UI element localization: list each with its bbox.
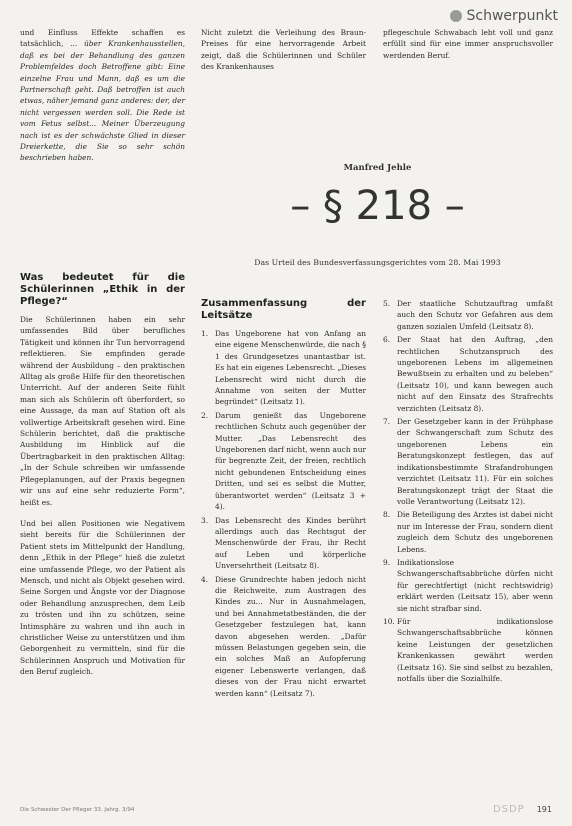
- list-item: 10. Für indikationslose Schwangerschaftsabbrüche können keine Leistungen der gesetzlichen Krankenkassen gewährt werden (Leitsatz 16). Sie sind selbst zu bezahlen, notfalls über die Sozialhilfe.: [383, 616, 553, 683]
- article-title: – § 218 –: [290, 183, 465, 229]
- article-subtitle: Das Urteil des Bundesverfassungsgerichtes vom 28. Mai 1993: [254, 258, 501, 267]
- list-item: 1. Das Ungeborene hat von Anfang an eine eigene Menschenwürde, die nach § 1 des Grundgesetzes unantastbar ist. Es hat ein eigenes Lebensrecht. „Dieses Lebensrecht wird nicht durch die Annahme von seiten der Mutter begründet“ (Leitsatz 1).: [201, 329, 366, 407]
- col1-heading: Was bedeutet für die Schülerinnen „Ethik in der Pflege?“: [20, 272, 185, 307]
- list-item: 9. Indikationslose Schwangerschaftsabbrüche dürfen nicht für gerechtfertigt (nicht rechtswidrig) erklärt werden (Leitsatz 15), aber wenn sie nicht strafbar sind.: [383, 557, 553, 613]
- list-item: 2. Darum genießt das Ungeborene rechtlichen Schutz auch gegenüber der Mutter. „Das Lebensrecht des Ungeborenen darf nicht, wenn auch nur für begrenzte Zeit, der freien, rechtlich nicht gebundenen Entscheidung eines Dritten, und sei es selbst die Mutter, überantwortet werden“ (Leitsatz 3 + 4).: [201, 410, 366, 512]
- list-item: 4. Diese Grundrechte haben jedoch nicht die Reichweite, zum Austragen des Kindes zu... Nur in Ausnahmelagen, und bei Annahmetatbeständen, die der Gesetzgeber festzulegen hat, kann davon abgesehen werden. „Dafür müssen Belastungen gegeben sein, die ein solches Maß an Aufopferung eigener Lebenswerte verlangen, daß dieses von der Frau nicht erwartet werden kann“ (Leitsatz 7).: [201, 574, 366, 698]
- section-label-text: Schwerpunkt: [466, 8, 558, 24]
- col3-top-text: pflegeschule Schwabach lebt voll und ganz erfüllt sind für eine immer anspruchsvoller werdenden Beruf.: [383, 28, 553, 60]
- column-1-lower: [20, 272, 185, 684]
- page-number: 191: [536, 805, 552, 814]
- section-bullet-icon: [450, 10, 462, 22]
- col1-paragraph-2: Und bei allen Positionen wie Negativem sieht bereits für die Schülerinnen der Patient stets im Mittelpunkt der Handlung, denn „Ethik in der Pflege“ hieß die zuletzt eine umfassende Pflege, wo der Patient als Mensch, und nicht als Objekt gesehen wird. Seine Sorgen und Ängste vor der Diagnose oder Behandlung anzusprechen, dem Leib zu trösten und ihn zu schützen, seine Intimsphäre zu wahren und ihn auch in christlicher Weise zu unterstützen und ihm Geborgenheit zu vermitteln, sind für die Schülerinnen Anspruch und Motivation für den Beruf zugleich.: [20, 518, 186, 677]
- col1-intro: [20, 27, 185, 164]
- list-item: 3. Das Lebensrecht des Kindes berührt allerdings auch das Rechtsgut der Menschenwürde der Frau, ihr Recht auf Leben und körperliche Unversehrtheit (Leitsatz 8).: [201, 515, 366, 571]
- author-name: Manfred Jehle: [343, 163, 412, 173]
- list-item: 6. Der Staat hat den Auftrag, „den rechtlichen Schutzanspruch des ungeborenen Lebens im allgemeinen Bewußtsein zu erhalten und zu beleben“ (Leitsatz 10), und kann bewegen auch nicht auf den Einsatz des Strafrechts verzichten (Leitsatz 8).: [383, 335, 553, 413]
- journal-logo: DSDP: [492, 804, 525, 815]
- column-2-lower: [201, 298, 366, 701]
- list-item: 7. Der Gesetzgeber kann in der Frühphase der Schwangerschaft zum Schutz des ungeborenen Lebens ein Beratungskonzept festlegen, das auf indikationsbestimmte Strafandrohungen verzichtet (Leitsatz 11). Für ein solches Beratungskonzept trägt der Staat die volle Verantwortung (Leitsatz 12).: [383, 417, 553, 506]
- section-label: [450, 8, 558, 24]
- col1-intro-italic: über Krankenhausstellen, daß es bei der Behandlung des ganzen Problemfeldes doch Betroffene gibt: Eine einzelne Frau und Mann, daß es um die Partnerschaft geht. Daß betroffen ist auch etwas, näher jemand ganz anderes: der, der nicht vergessen werden soll. Die Rede ist vom Fetus selbst... Meiner Überzeugung nach ist es der schwächste Glied in dieser Dreierkette, die Sie so sehr schön beschrieben haben.: [20, 39, 185, 163]
- column-1: [20, 27, 185, 170]
- leitsaetze-list-2: [383, 298, 553, 684]
- col2-top-text: Nicht zuletzt die Verleihung des Braun-Preises für eine hervorragende Arbeit zeigt, daß die Schülerinnen und Schüler des Krankenhauses: [201, 28, 366, 72]
- column-3-top: [383, 27, 553, 67]
- column-2-top: [201, 27, 366, 79]
- col2-heading: Zusammenfassung der Leitsätze: [201, 298, 366, 321]
- column-3-lower: [383, 298, 553, 686]
- footer-journal: Die Schwester Der Pfleger 33. Jahrg. 3/94: [20, 807, 135, 813]
- leitsaetze-list-1: [201, 328, 366, 699]
- list-item: 8. Die Beteiligung des Arztes ist dabei nicht nur im Interesse der Frau, sondern dient zugleich dem Schutz des ungeborenen Lebens.: [383, 510, 553, 554]
- col1-intro-normal: und Einfluss Effekte schaffen es tatsächlich, ...: [20, 28, 185, 49]
- col1-paragraph-1: Die Schülerinnen haben ein sehr umfassendes Bild über berufliches Tätigkeit und können ihr Tun hervorragend reflektieren. Sie empfinden gerade während der Ausbildung – den praktischen Alltag als große Hilfe für den theoretischen Unterricht. Auf der anderen Seite fühlt man sich als Schülerin oft überfordert, so eine Aussage, da man auf Station oft als vollwertige Arbeitskraft gesehen wird. Eine Schülerin berichtet, daß die praktische Ausbildung im Hinblick auf die Übertragbarkeit in den praktischen Alltag: „In der Schule schreiben wir umfassende Pflegeplanungen, auf der Praxis begegnen wir uns auf eine sehr reduzierte Form“, heißt es.: [20, 315, 185, 507]
- footer-right: [493, 804, 552, 815]
- list-item: 5. Der staatliche Schutzauftrag umfaßt auch den Schutz vor Gefahren aus dem ganzen sozialen Umfeld (Leitsatz 8).: [383, 299, 553, 331]
